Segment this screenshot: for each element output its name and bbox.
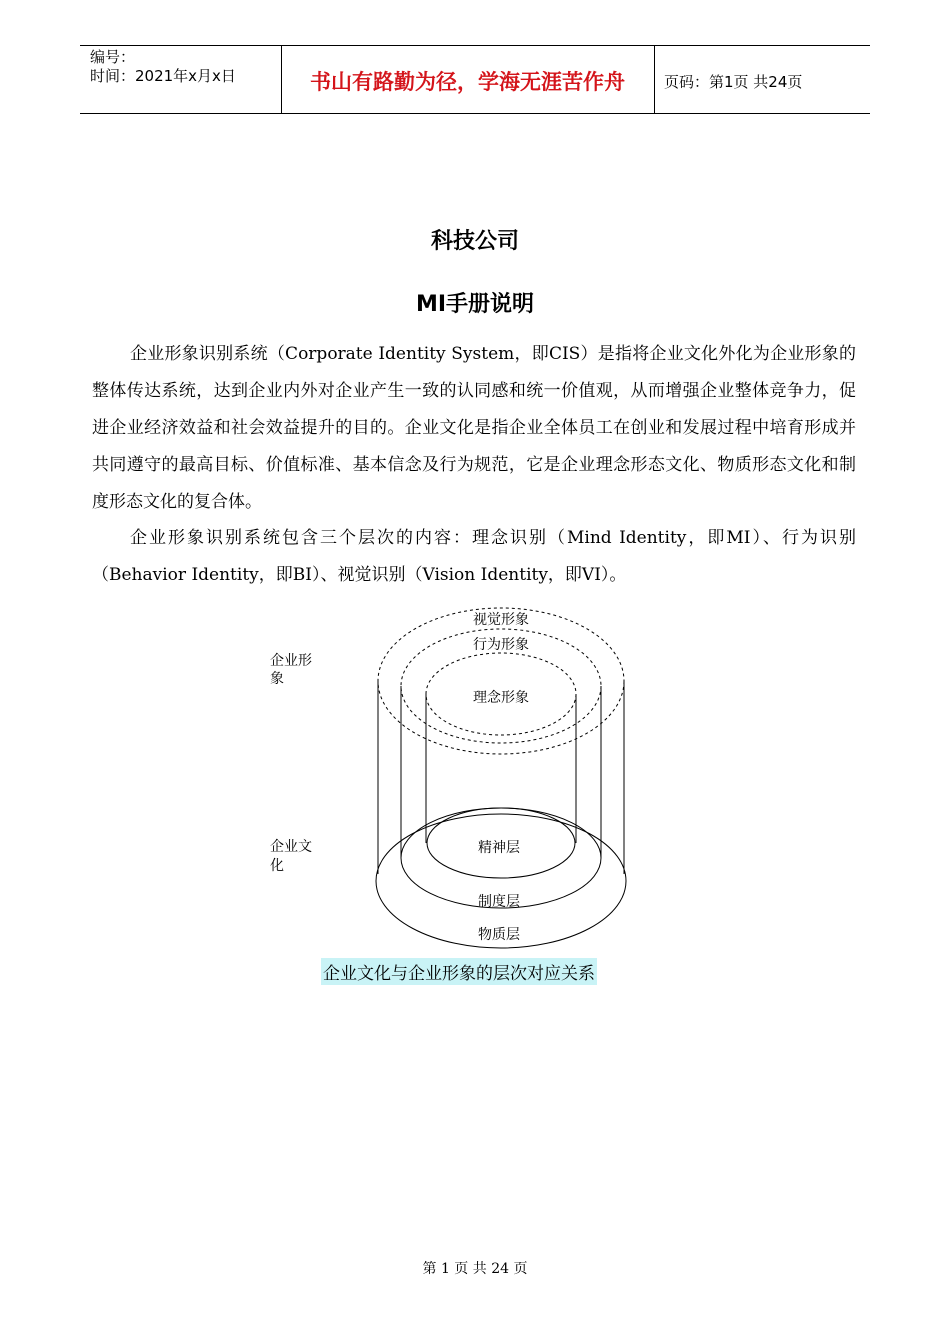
header-number-label: 编号： xyxy=(90,48,136,66)
label-concept-image: 理念形象 xyxy=(473,690,529,706)
header-time-label: 时间：2021年x月x日 xyxy=(90,67,236,85)
label-image-cont: 象 xyxy=(270,671,284,687)
label-system-layer: 制度层 xyxy=(478,894,520,910)
header-rule-top xyxy=(80,45,870,46)
label-culture: 企业文 xyxy=(270,839,312,855)
label-image: 企业形 xyxy=(270,653,312,669)
label-visual-image: 视觉形象 xyxy=(473,612,529,628)
label-spirit-layer: 精神层 xyxy=(478,840,520,856)
paragraph-cis-levels: 企业形象识别系统包含三个层次的内容：理念识别（Mind Identity，即MI）、行为识别（Behavior Identity，即BI）、视觉识别（Vision Identity，即VI）。 xyxy=(92,528,856,585)
paragraph-cis-intro: 企业形象识别系统（Corporate Identity System，即CIS）是指将企业文化外化为企业形象的整体传达系统，达到企业内外对企业产生一致的认同感和统一价值观，从而增强企业整体竞争力，促进企业经济效益和社会效益提升的目的。企业文化是指企业全体员工在创业和发展过程中培育形成并共同遵守的最高目标、价值标准、基本信念及行为规范，它是企业理念形态文化、物质形态文化和制度形态文化的复合体。 xyxy=(92,344,856,512)
label-material-layer: 物质层 xyxy=(478,927,520,943)
visual-image-ellipse xyxy=(378,608,624,754)
header-separator-right xyxy=(654,45,655,113)
header-page-info: 页码：第1页 共24页 xyxy=(664,73,803,91)
page-footer: 第 1 页 共 24 页 xyxy=(422,1261,528,1277)
label-behavior-image: 行为形象 xyxy=(473,637,529,653)
diagram-caption: 企业文化与企业形象的层次对应关系 xyxy=(321,958,597,985)
header-rule-bottom xyxy=(80,113,870,114)
label-culture-cont: 化 xyxy=(270,858,284,874)
document-title: 科技公司 xyxy=(430,229,519,254)
header-motto: 书山有路勤为径，学海无涯苦作舟 xyxy=(310,69,625,94)
culture-image-diagram xyxy=(260,600,640,950)
document-subtitle: MI手册说明 xyxy=(415,292,535,317)
system-layer-ellipse xyxy=(401,808,601,908)
